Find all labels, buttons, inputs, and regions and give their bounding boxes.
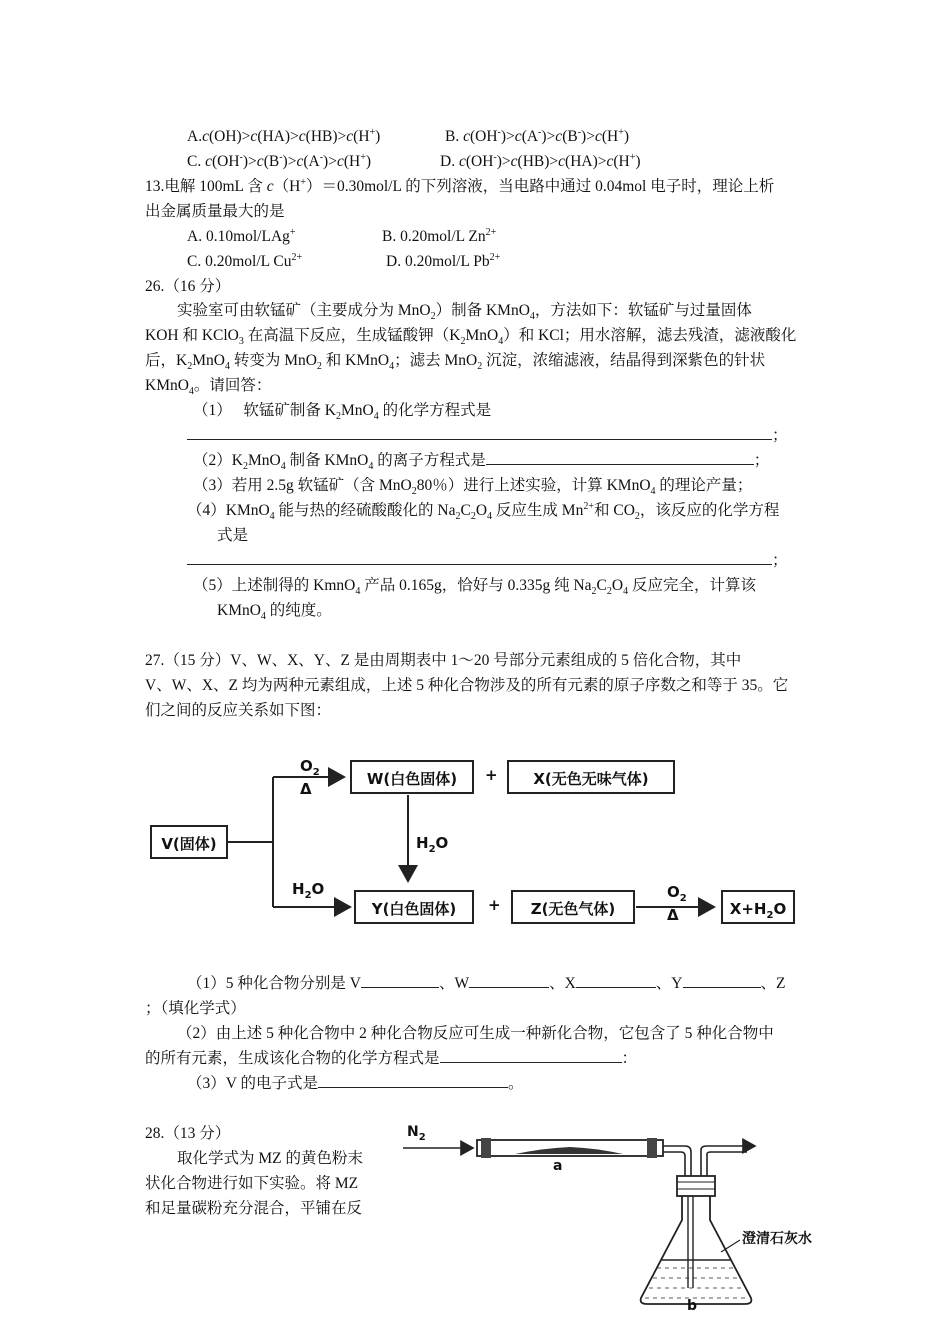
blank-equation[interactable] — [440, 1048, 622, 1063]
q13-option-d: D. 0.20mol/L $Pb^{2+}$ — [386, 251, 501, 270]
box-v: V(固体) — [150, 825, 228, 859]
q12-option-b: B. c(OH-)>c(A-)>c(B-)>c(H+) — [445, 126, 629, 145]
q27-sub2-line2: 的所有元素，生成该化合物的化学方程式是 ： — [145, 1050, 638, 1067]
h2o-label-mid: $H_2O$ — [416, 834, 449, 855]
q26-sub4-line1: （4）KMnO$_4$ 能与热的经硫酸酸化的 $Na_2C_2O_4$ 反应生成 $Mn^{2+}$和 $CO_2$，该反应的化学方程 — [187, 500, 780, 523]
box-z: Z(无色气体) — [511, 890, 635, 924]
q28-line2: 状化合物进行如下实验。将 MZ — [145, 1175, 359, 1192]
q26-sub4-line2: 式是 — [217, 527, 249, 544]
limewater-label: 澄清石灰水 — [742, 1231, 812, 1247]
q26-sub3: （3）若用 2.5g 软锰矿（含 MnO$_2$80％）进行上述实验，计算 KMnO$_4$ 的理论产量； — [193, 477, 753, 498]
q27-sub3: （3）V 的电子式是 。 — [187, 1075, 524, 1092]
blank-x[interactable] — [576, 973, 656, 988]
q26-header: 26.（16 分） — [145, 278, 231, 295]
h2o-label-bottom: $H_2O$ — [292, 880, 325, 901]
q26-sub5-line2: KMnO$_4$ 的纯度。 — [217, 602, 332, 623]
q13-stem-line1: 13.电解 100mL 含 c（H+）＝0.30mol/L 的下列溶液，当电路中通过 0.04mol 电子时，理论上析 — [145, 176, 775, 195]
o2-label-right: $O_2$ — [667, 883, 687, 904]
blank-electron-formula[interactable] — [318, 1073, 508, 1088]
q26-sub2: $(2)K_2MnO_4$ 制备 KMnO$_4$ 的离子方程式是 ； — [193, 452, 770, 473]
plus-bottom: + — [488, 896, 501, 914]
box-y: Y(白色固体) — [354, 890, 474, 924]
o2-label-top: $O_2$ — [300, 757, 320, 778]
q28-line3: 和足量碳粉充分混合，平铺在反 — [145, 1200, 363, 1217]
q27-stem-line2: V、W、X、Z 均为两种元素组成，上述 5 种化合物涉及的所有元素的原子序数之和等于 35。它 — [145, 677, 789, 694]
blank-v[interactable] — [361, 973, 439, 988]
q26-sub4-answer-line[interactable]: ； — [187, 550, 788, 572]
q26-sub2-blank[interactable] — [486, 450, 754, 465]
q28-line1: 取化学式为 MZ 的黄色粉末 — [177, 1150, 364, 1167]
label-a: a — [553, 1158, 563, 1174]
q26-intro-line2: KOH 和 KClO$_3$ 在高温下反应，生成锰酸钾$(K_2MnO_4)$和 KCl；用水溶解，滤去残渣，滤液酸化 — [145, 327, 797, 348]
q26-intro-line3: 后，$K_2MnO_4$ 转变为 MnO$_2$ 和 KMnO$_4$；滤去 MnO$_2$ 沉淀，浓缩滤液，结晶得到深紫色的针状 — [145, 352, 766, 373]
label-b: b — [687, 1298, 698, 1314]
q27-stem-line3: 们之间的反应关系如下图： — [145, 702, 332, 719]
q26-sub5-line1: （5）上述制得的 KmnO$_4$ 产品 0.165g，恰好与 0.335g 纯 $Na_2C_2O_4$ 反应完全，计算该 — [193, 577, 756, 598]
q13-option-b: B. 0.20mol/L $Zn^{2+}$ — [382, 226, 497, 245]
q28-apparatus — [395, 1120, 835, 1320]
q12-option-d: D. c(OH-)>c(HB)>c(HA)>c(H+) — [440, 151, 641, 170]
delta-label-top: Δ — [300, 780, 312, 798]
q27-sub1-line1: （1）5 种化合物分别是 V 、W 、X 、Y 、Z — [187, 975, 786, 992]
box-x-h2o: $X+H_2O$ — [721, 890, 795, 924]
q13-stem-line2: 出金属质量最大的是 — [145, 203, 285, 220]
q26-intro-line4: KMnO$_4$。请回答： — [145, 377, 272, 398]
q26-sub1-answer-line[interactable]: ； — [187, 425, 788, 447]
box-w: W(白色固体) — [350, 760, 474, 794]
q12-option-c: C. c(OH-)>c(B-)>c(A-)>c(H+) — [187, 151, 371, 170]
blank-y[interactable] — [683, 973, 761, 988]
q28-header: 28.（13 分） — [145, 1125, 231, 1142]
q27-sub1-line2: ；（填化学式） — [145, 1000, 246, 1017]
plus-top: + — [485, 766, 498, 784]
q27-stem-line1: 27.（15 分）V、W、X、Y、Z 是由周期表中 1～20 号部分元素组成的 5 倍化合物，其中 — [145, 652, 742, 669]
box-x: X(无色无味气体) — [507, 760, 675, 794]
n2-label: $N_2$ — [407, 1124, 426, 1143]
q27-sub2-line1: （2）由上述 5 种化合物中 2 种化合物反应可生成一种新化合物，它包含了 5 种化合物中 — [177, 1025, 774, 1042]
q28-apparatus-drawing — [395, 1120, 835, 1320]
q13-option-c: C. 0.20mol/L $Cu^{2+}$ — [187, 251, 303, 270]
delta-label-right: Δ — [667, 906, 679, 924]
q26-sub1: （1） 软锰矿制备 $K_2MnO_4$ 的化学方程式是 — [193, 402, 492, 423]
q12-option-a: A.c(OH)>c(HA)>c(HB)>c(H+) — [187, 126, 381, 145]
q13-option-a: A. 0.10mol/LAg+ — [187, 226, 296, 245]
blank-w[interactable] — [469, 973, 549, 988]
q26-intro-line1: 实验室可由软锰矿（主要成分为 MnO$_2$）制备 KMnO$_4$，方法如下：软锰矿与过量固体 — [177, 302, 752, 323]
